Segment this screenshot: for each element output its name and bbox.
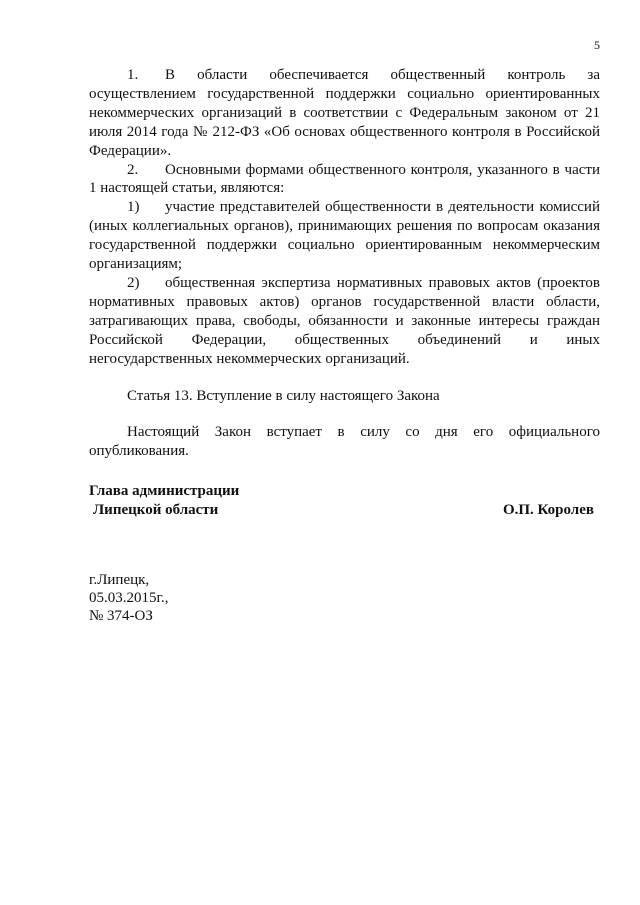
signatory-title: Глава администрации: [89, 483, 240, 499]
list-item-text: общественная экспертиза нормативных правовых актов (проектов нормативных правовых актов) органов государственной власти области, затрагивающих права, свободы, обязанности и законные интересы граждан Российской Федерации, общественных объединений и иных негосударственных некоммерческих организаций.: [89, 274, 600, 367]
list-item-number: 2): [127, 274, 140, 291]
document-footer: [89, 571, 168, 625]
footer-city: г.Липецк,: [89, 572, 150, 588]
paragraph-text: В области обеспечивается общественный контроль за осуществлением государственной поддержки социально ориентированных некоммерческих организаций в соответствии с Федеральным законом от 21 июля 2014 года № 212-ФЗ «Об основах общественного контроля в Российской Федерации».: [89, 67, 600, 159]
paragraph-number: 2.: [127, 161, 139, 178]
footer-date: 05.03.2015г.,: [89, 590, 169, 606]
signatory-name: О.П. Королев: [502, 502, 594, 518]
list-item-number: 1): [127, 199, 140, 216]
article-title: Статья 13. Вступление в силу настоящего Закона: [127, 387, 440, 404]
paragraph-number: 1.: [127, 67, 139, 83]
page-number: 5: [594, 38, 600, 52]
law-body: [89, 66, 600, 461]
signatory-region: Липецкой области: [93, 502, 219, 518]
paragraph-2: [89, 161, 600, 199]
final-paragraph: Настоящий Закон вступает в силу со дня его официального опубликования.: [89, 424, 600, 460]
signature-block: [89, 482, 600, 520]
paragraph-1: [89, 66, 600, 161]
signature-line: [89, 501, 600, 520]
list-item-2: [89, 274, 600, 369]
paragraph-text: Основными формами общественного контроля, указанного в части 1 настоящей статьи, являются:: [89, 161, 600, 197]
list-item-text: участие представителей общественности в деятельности комиссий (иных коллегиальных органов), принимающих решения по вопросам оказания государственной поддержки социально ориентированным некоммерческим организациям;: [89, 199, 600, 273]
list-item-1: [89, 198, 600, 274]
footer-law-number: № 374-ОЗ: [89, 608, 153, 624]
